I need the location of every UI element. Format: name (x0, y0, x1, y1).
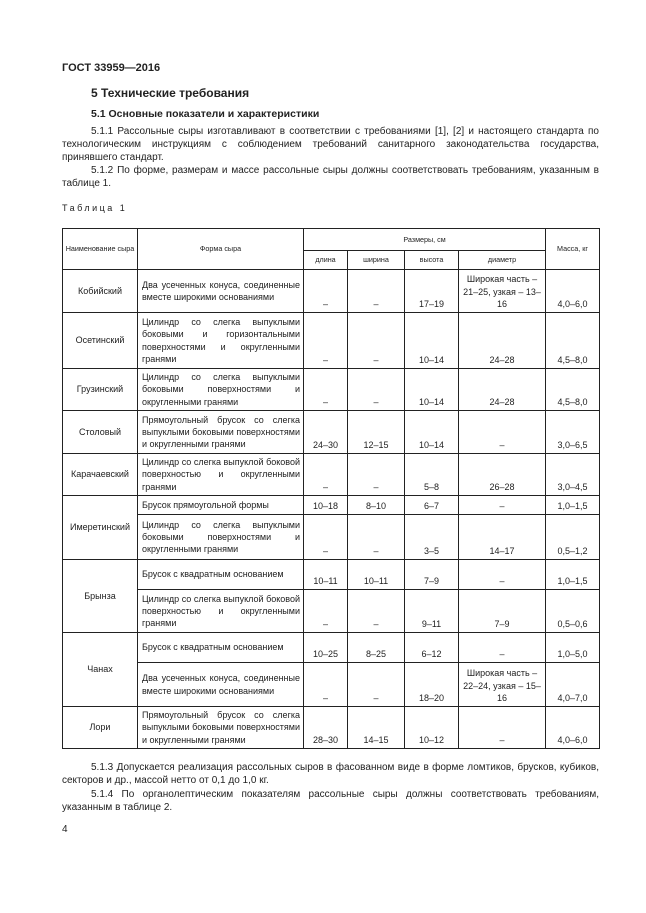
cell-height: 5–8 (405, 454, 459, 496)
cheese-form: Брусок с квадратным основанием (138, 633, 304, 663)
cell-width: – (348, 590, 405, 633)
cell-diameter: – (459, 633, 546, 663)
cell-length: – (304, 313, 348, 369)
cell-width: – (348, 663, 405, 707)
cell-diameter: Широкая часть – 21–25, узкая – 13–16 (459, 270, 546, 313)
cheese-name: Чанах (63, 633, 138, 707)
cell-length: – (304, 270, 348, 313)
cell-width: 10–11 (348, 560, 405, 590)
table-row (63, 707, 600, 749)
cell-height: 9–11 (405, 590, 459, 633)
cheese-form: Цилиндр со слегка выпуклой боковой поверхностью и округленными гранями (138, 454, 304, 496)
cheese-form: Цилиндр со слегка выпуклыми боковыми и горизонтальными поверхностями и округленными гранями (138, 313, 304, 369)
cell-width: – (348, 313, 405, 369)
table-row (63, 270, 600, 313)
cheese-form: Цилиндр со слегка выпуклыми боковыми поверхностями и округленными гранями (138, 515, 304, 560)
cell-mass: 1,0–5,0 (546, 633, 600, 663)
cell-length: 10–25 (304, 633, 348, 663)
cell-diameter: 7–9 (459, 590, 546, 633)
cell-width: – (348, 270, 405, 313)
header-name: Наименование сыра (63, 229, 138, 270)
table-row (63, 454, 600, 496)
table-row (63, 515, 600, 560)
page-number: 4 (62, 824, 68, 835)
table-row (63, 496, 600, 515)
cheese-name: Грузинский (63, 369, 138, 411)
cell-mass: 1,0–1,5 (546, 496, 600, 515)
cell-mass: 0,5–0,6 (546, 590, 600, 633)
cell-diameter: – (459, 707, 546, 749)
cell-length: – (304, 515, 348, 560)
cell-diameter: – (459, 411, 546, 454)
header-mass: Масса, кг (546, 229, 600, 270)
cell-diameter: – (459, 496, 546, 515)
cell-mass: 3,0–4,5 (546, 454, 600, 496)
header-length: длина (304, 251, 348, 270)
cell-length: – (304, 663, 348, 707)
cheese-form: Цилиндр со слегка выпуклой боковой поверхностью и округленными гранями (138, 590, 304, 633)
cell-mass: 4,5–8,0 (546, 313, 600, 369)
cell-width: 14–15 (348, 707, 405, 749)
header-height: высота (405, 251, 459, 270)
header-sizes: Размеры, см (304, 229, 546, 251)
document-header: ГОСТ 33959—2016 (62, 62, 161, 74)
cell-height: 10–12 (405, 707, 459, 749)
cell-diameter: 14–17 (459, 515, 546, 560)
cell-length: 10–11 (304, 560, 348, 590)
table-row (63, 590, 600, 633)
header-width: ширина (348, 251, 405, 270)
cell-height: 6–12 (405, 633, 459, 663)
cheese-form: Брусок с квадратным основанием (138, 560, 304, 590)
cheese-form: Прямоугольный брусок со слегка выпуклыми боковыми поверхностями и округленными гранями (138, 411, 304, 454)
cheese-name: Столовый (63, 411, 138, 454)
cell-length: 24–30 (304, 411, 348, 454)
cell-height: 7–9 (405, 560, 459, 590)
cell-length: 28–30 (304, 707, 348, 749)
cell-length: – (304, 590, 348, 633)
table-row (63, 411, 600, 454)
cheese-name: Лори (63, 707, 138, 749)
cell-diameter: 24–28 (459, 369, 546, 411)
cell-width: – (348, 515, 405, 560)
table-row (63, 663, 600, 707)
cell-height: 10–14 (405, 369, 459, 411)
cheese-name: Брынза (63, 560, 138, 633)
cheese-form: Два усеченных конуса, соединенные вместе широкими основаниями (138, 663, 304, 707)
cell-height: 10–14 (405, 313, 459, 369)
cell-length: 10–18 (304, 496, 348, 515)
cell-width: – (348, 454, 405, 496)
cell-length: – (304, 454, 348, 496)
table-caption: Таблица 1 (62, 203, 128, 213)
cell-diameter: Широкая часть – 22–24, узкая – 15–16 (459, 663, 546, 707)
paragraph-5-1-2: 5.1.2 По форме, размерам и массе рассольные сыры должны соответствовать требованиям, указанным в таблице 1. (62, 165, 599, 190)
cell-mass: 4,0–6,0 (546, 707, 600, 749)
cell-diameter: 24–28 (459, 313, 546, 369)
cheese-name: Осетинский (63, 313, 138, 369)
cell-mass: 3,0–6,5 (546, 411, 600, 454)
cell-height: 3–5 (405, 515, 459, 560)
cheese-name: Карачаевский (63, 454, 138, 496)
cheese-name: Имеретинский (63, 496, 138, 560)
cell-mass: 1,0–1,5 (546, 560, 600, 590)
cheese-form: Брусок прямоугольной формы (138, 496, 304, 515)
table-row (63, 560, 600, 590)
cell-width: 8–10 (348, 496, 405, 515)
paragraph-5-1-1: 5.1.1 Рассольные сыры изготавливают в соответствии с требованиями [1], [2] и настоящего стандарта по технологическим инструкциям с соблюдением требований санитарного законодательства государства, принявшего стандарт. (62, 126, 599, 164)
cell-mass: 4,0–7,0 (546, 663, 600, 707)
cell-width: 8–25 (348, 633, 405, 663)
cell-height: 18–20 (405, 663, 459, 707)
paragraph-5-1-3: 5.1.3 Допускается реализация рассольных сыров в фасованном виде в форме ломтиков, брусков, кубиков, секторов и др., массой нетто от 0,1 до 1,0 кг. (62, 762, 599, 787)
header-diameter: диаметр (459, 251, 546, 270)
cell-height: 10–14 (405, 411, 459, 454)
cell-height: 17–19 (405, 270, 459, 313)
cheese-form: Цилиндр со слегка выпуклыми боковыми поверхностями и округленными гранями (138, 369, 304, 411)
cell-length: – (304, 369, 348, 411)
paragraph-5-1-4: 5.1.4 По органолептическим показателям рассольные сыры должны соответствовать требованиям, указанным в таблице 2. (62, 789, 599, 814)
cell-mass: 4,0–6,0 (546, 270, 600, 313)
cell-width: 12–15 (348, 411, 405, 454)
cell-diameter: 26–28 (459, 454, 546, 496)
cheese-form: Два усеченных конуса, соединенные вместе широкими основаниями (138, 270, 304, 313)
cell-height: 6–7 (405, 496, 459, 515)
cheese-size-table (62, 228, 600, 749)
header-form: Форма сыра (138, 229, 304, 270)
cheese-name: Кобийский (63, 270, 138, 313)
table-row (63, 633, 600, 663)
table-row (63, 369, 600, 411)
cell-mass: 0,5–1,2 (546, 515, 600, 560)
table-row (63, 313, 600, 369)
section-title: 5 Технические требования (91, 86, 250, 100)
cell-diameter: – (459, 560, 546, 590)
cheese-form: Прямоугольный брусок со слегка выпуклыми боковыми поверхностями и округленными гранями (138, 707, 304, 749)
cell-width: – (348, 369, 405, 411)
subsection-title: 5.1 Основные показатели и характеристики (91, 108, 320, 120)
cell-mass: 4,5–8,0 (546, 369, 600, 411)
